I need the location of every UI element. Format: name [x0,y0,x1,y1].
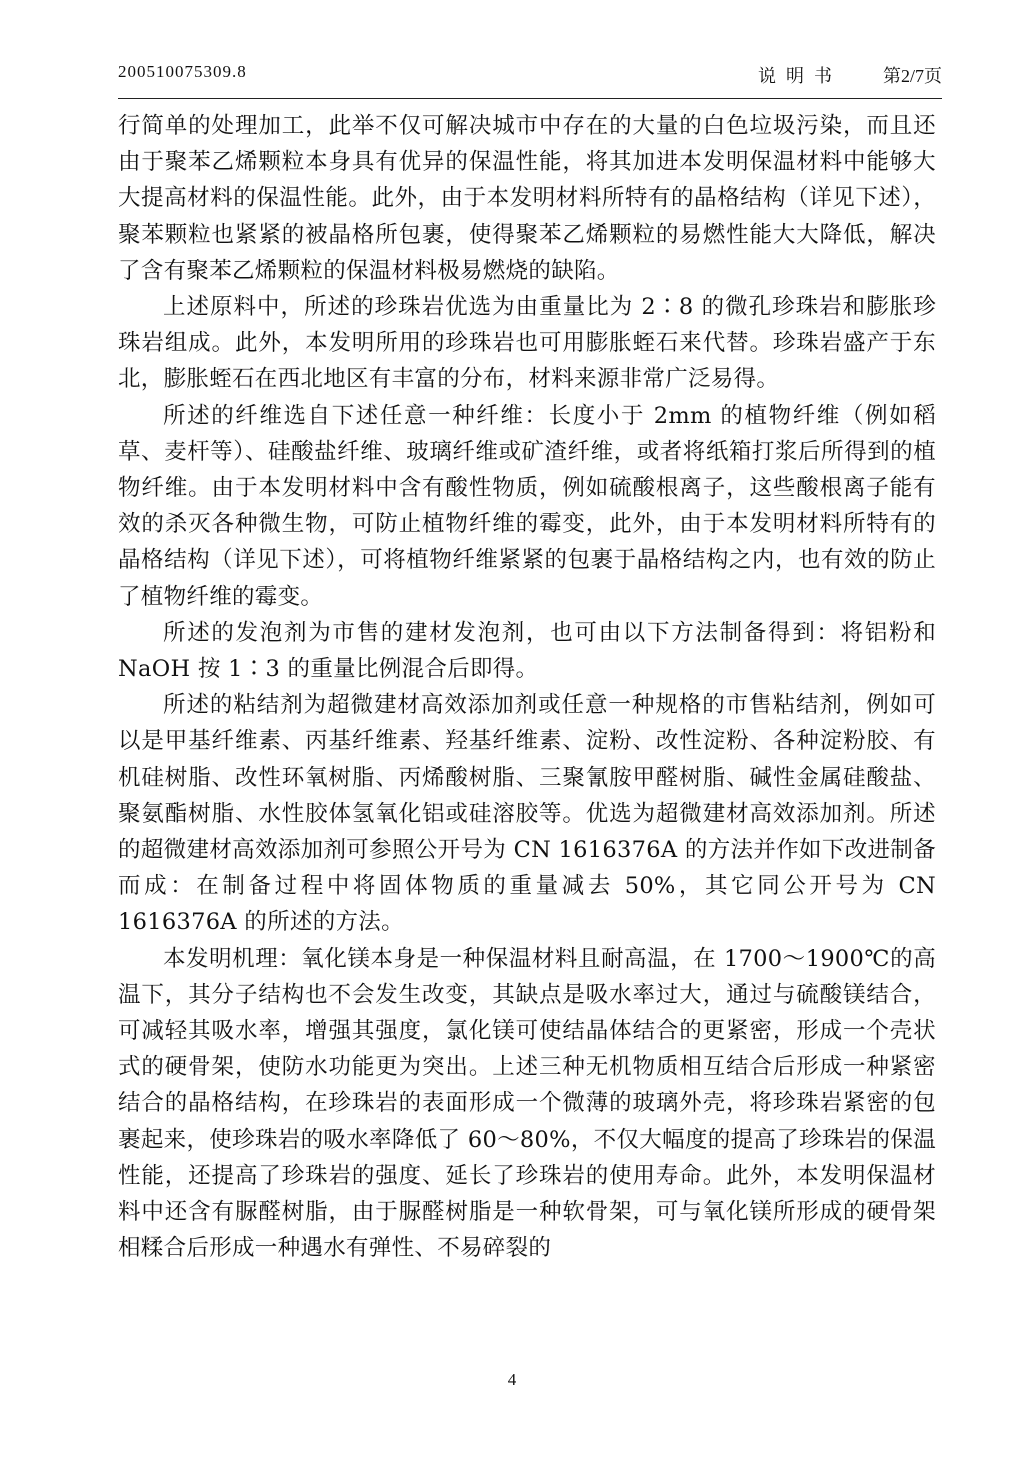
application-number: 200510075309.8 [118,62,247,81]
paragraph-binder: 所述的粘结剂为超微建材高效添加剂或任意一种规格的市售粘结剂，例如可以是甲基纤维素、丙基纤维素、羟基纤维素、淀粉、改性淀粉、各种淀粉胶、有机硅树脂、改性环氧树脂、丙烯酸树脂、三聚氰胺甲醛树脂、碱性金属硅酸盐、聚氨酯树脂、水性胶体氢氧化铝或硅溶胶等。优选为超微建材高效添加剂。所述的超微建材高效添加剂可参照公开号为 CN 1616376A 的方法并作如下改进制备而成：在制备过程中将固体物质的重量减去 50%，其它同公开号为 CN 1616376A 的所述的方法。 [118,692,936,936]
paragraph-mechanism: 本发明机理：氧化镁本身是一种保温材料且耐高温，在 1700～1900℃的高温下，其分子结构也不会发生改变，其缺点是吸水率过大，通过与硫酸镁结合，可减轻其吸水率，增强其强度，氯化镁可使结晶体结合的更紧密，形成一个壳状式的硬骨架，使防水功能更为突出。上述三种无机物质相互结合后形成一种紧密结合的晶格结构，在珍珠岩的表面形成一个微薄的玻璃外壳，将珍珠岩紧密的包裹起来，使珍珠岩的吸水率降低了 60～80%，不仅大幅度的提高了珍珠岩的保温性能，还提高了珍珠岩的强度、延长了珍珠岩的使用寿命。此外，本发明保温材料中还含有脲醛树脂，由于脲醛树脂是一种软骨架，可与氧化镁所形成的硬骨架相糅合后形成一种遇水有弹性、不易碎裂的 [118,945,936,1262]
page-header [118,62,942,99]
paragraph-perlite: 上述原料中，所述的珍珠岩优选为由重量比为 2∶8 的微孔珍珠岩和膨胀珍珠岩组成。此外，本发明所用的珍珠岩也可用膨胀蛭石来代替。珍珠岩盛产于东北，膨胀蛭石在西北地区有丰富的分布，材料来源非常广泛易得。 [118,294,936,393]
page-number: 4 [507,1370,517,1389]
document-type-label: 说明书 [758,66,842,86]
paragraph-continued: 行简单的处理加工，此举不仅可解决城市中存在的大量的白色垃圾污染，而且还由于聚苯乙烯颗粒本身具有优异的保温性能，将其加进本发明保温材料中能够大大提高材料的保温性能。此外，由于本发明材料所特有的晶格结构（详见下述），聚苯颗粒也紧紧的被晶格所包裹，使得聚苯乙烯颗粒的易燃性能大大降低，解决了含有聚苯乙烯颗粒的保温材料极易燃烧的缺陷。 [118,113,936,284]
document-body [118,108,936,1267]
paragraph-fiber: 所述的纤维选自下述任意一种纤维：长度小于 2mm 的植物纤维（例如稻草、麦杆等）、硅酸盐纤维、玻璃纤维或矿渣纤维，或者将纸箱打浆后所得到的植物纤维。由于本发明材料中含有酸性物质，例如硫酸根离子，这些酸根离子能有效的杀灭各种微生物，可防止植物纤维的霉变，此外，由于本发明材料所特有的晶格结构（详见下述），可将植物纤维紧紧的包裹于晶格结构之内，也有效的防止了植物纤维的霉变。 [118,402,936,610]
page-info: 第2/7页 [882,66,942,86]
paragraph-foaming-agent: 所述的发泡剂为市售的建材发泡剂，也可由以下方法制备得到：将铝粉和 NaOH 按 1∶3 的重量比例混合后即得。 [118,619,936,683]
